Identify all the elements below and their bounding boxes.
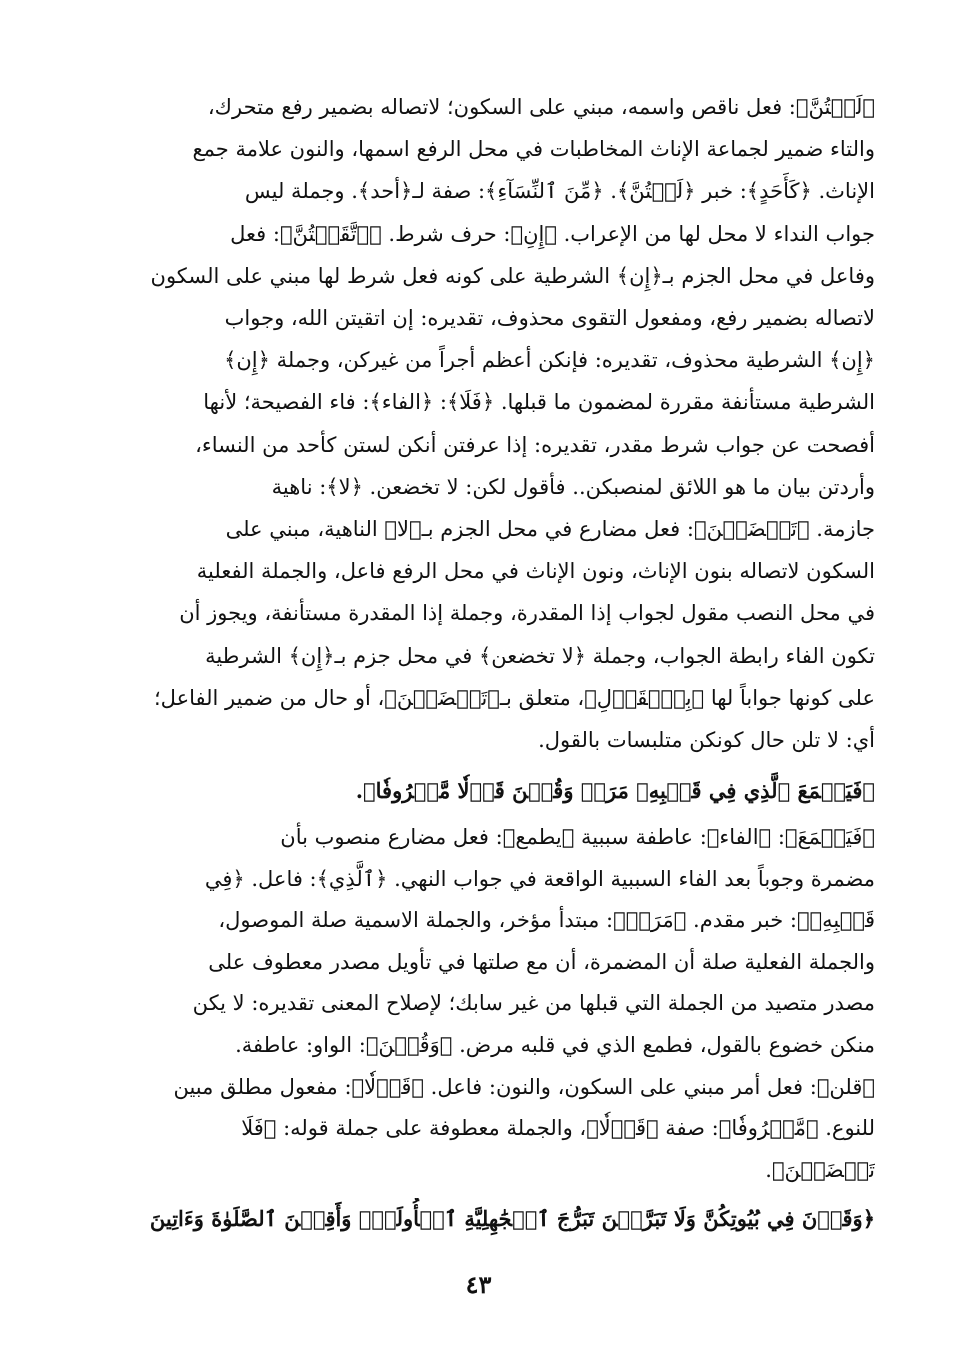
text-line: مصدر متصيد من الجملة التي قبلها من غير سابك؛ لإصلاح المعنى تقديره: لا يكن xyxy=(192,991,875,1016)
text-line: ﴿قلن﴾: فعل أمر مبني على السكون، والنون: فاعل. ﴿قَوۡلٗا﴾: مفعول مطلق مبين xyxy=(173,1074,875,1099)
text-line: منكن خضوع بالقول، فطمع الذي في قلبه مرض. ﴿وَقُلۡنَ﴾: الواو: عاطفة. xyxy=(235,1032,875,1057)
verse-line: ﴿وَقَرۡنَ فِي بُيُوتِكُنَّ وَلَا تَبَرَّجۡنَ تَبَرُّجَ ٱلۡجَٰهِلِيَّةِ ٱلۡأُولَىٰۖ وَأَقِمۡنَ ٱلصَّلَوٰةَ وَءَاتِينَ xyxy=(149,1206,875,1231)
text-line: وفاعل في محل الجزم بـ﴿إِن﴾ الشرطية على كونه فعل شرط لها مبني على السكون xyxy=(150,263,875,288)
text-line: الشرطية مستأنفة مقررة لمضمون ما قبلها. ﴿فَلَا﴾: ﴿الفاء﴾: فاء الفصيحة؛ لأنها xyxy=(203,390,875,415)
text-line: للنوع. ﴿مَّعۡرُوفٗا﴾: صفة ﴿قَوۡلٗا﴾، والجملة معطوفة على جملة قوله: ﴿فَلَا xyxy=(241,1116,875,1141)
text-line: أي: لا تلن حال كونكن متلبسات بالقول. xyxy=(538,728,875,753)
text-line: ﴿إِن﴾ الشرطية محذوف، تقديره: فإنكن أعظم أجراً من غيركن، وجملة ﴿إِن﴾ xyxy=(224,348,875,373)
text-line: ﴿لَسۡتُنَّ﴾: فعل ناقص واسمه، مبني على السكون؛ لاتصاله بضمير رفع متحرك، xyxy=(207,95,875,119)
text-line: قَلۡبِهِۦ﴾: خبر مقدم. ﴿مَرَضٞ﴾: مبتدأ مؤخر، والجملة الاسمية صلة الموصول، xyxy=(218,908,875,933)
quran-verse-1 xyxy=(100,770,875,812)
text-line: مضمرة وجوباً بعد الفاء السببية الواقعة في جواب النهي. ﴿ٱلَّذِي﴾: فاعل. ﴿فِي xyxy=(204,866,875,891)
verse-line: ﴿فَيَطۡمَعَ ٱلَّذِي فِي قَلۡبِهِۦ مَرَضٞ وَقُلۡنَ قَوۡلٗا مَّعۡرُوفٗا﴾. xyxy=(355,778,875,803)
page-number: ٤٣ xyxy=(465,1270,492,1299)
text-line: السكون لاتصاله بنون الإناث، ونون الإناث في محل الرفع فاعل، والجملة الفعلية xyxy=(196,559,875,584)
text-line: تَخۡضَعۡنَ﴾. xyxy=(765,1157,875,1182)
text-line: وأردتن بيان ما هو اللائق لمنصبكن.. فأقول لكن: لا تخضعن. ﴿لا﴾: ناهية xyxy=(271,474,875,499)
quran-verse-2 xyxy=(100,1198,875,1240)
text-line: ﴿فَيَطۡمَعَ﴾: ﴿الفاء﴾: عاطفة سببية ﴿يطمع﴾: فعل مضارع منصوب بأن xyxy=(280,825,875,849)
text-line: تكون الفاء رابطة الجواب، وجملة ﴿لا تخضعن﴾ في محل جزم بـ﴿إِن﴾ الشرطية xyxy=(205,643,875,668)
text-line: على كونها جواباً لها ﴿بِٱلۡقَوۡلِ﴾، متعلق بـ﴿تَخۡضَعۡنَ﴾، أو حال من ضمير الفاعل؛ xyxy=(153,685,875,710)
paragraph-1 xyxy=(100,86,875,761)
text-line: والتاء ضمير لجماعة الإناث المخاطبات في محل الرفع اسمها، والنون علامة جمع xyxy=(192,137,875,162)
text-line: لاتصاله بضمير رفع، ومفعول التقوى محذوف، تقديره: إن اتقيتن الله، وجواب xyxy=(224,306,875,331)
text-line: جواب النداء لا محل لها من الإعراب. ﴿إِنِ﴾: حرف شرط. ﴿ٱتَّقَيۡتُنَّ﴾: فعل xyxy=(230,221,875,246)
paragraph-2 xyxy=(100,817,875,1191)
text-line: في محل النصب مقول لجواب إذا المقدرة، وجملة إذا المقدرة مستأنفة، ويجوز أن xyxy=(179,601,875,626)
text-line: الإناث. ﴿كَأَحَدٍ﴾: خبر ﴿لَسۡتُنَّ﴾. ﴿مِّنَ ٱلنِّسَآءِ﴾: صفة لـ﴿أحد﴾. وجملة ليس xyxy=(244,179,875,204)
text-line: جازمة. ﴿تَخۡضَعۡنَ﴾: فعل مضارع في محل الجزم بـ﴿لا﴾ الناهية، مبني على xyxy=(225,517,875,542)
text-line: أفصحت عن جواب شرط مقدر، تقديره: إذا عرفتن أنكن لستن كأحد من النساء، xyxy=(195,432,875,457)
text-line: والجملة الفعلية صلة أن المضمرة، أن مع صلتها في تأويل مصدر معطوف على xyxy=(208,949,875,974)
